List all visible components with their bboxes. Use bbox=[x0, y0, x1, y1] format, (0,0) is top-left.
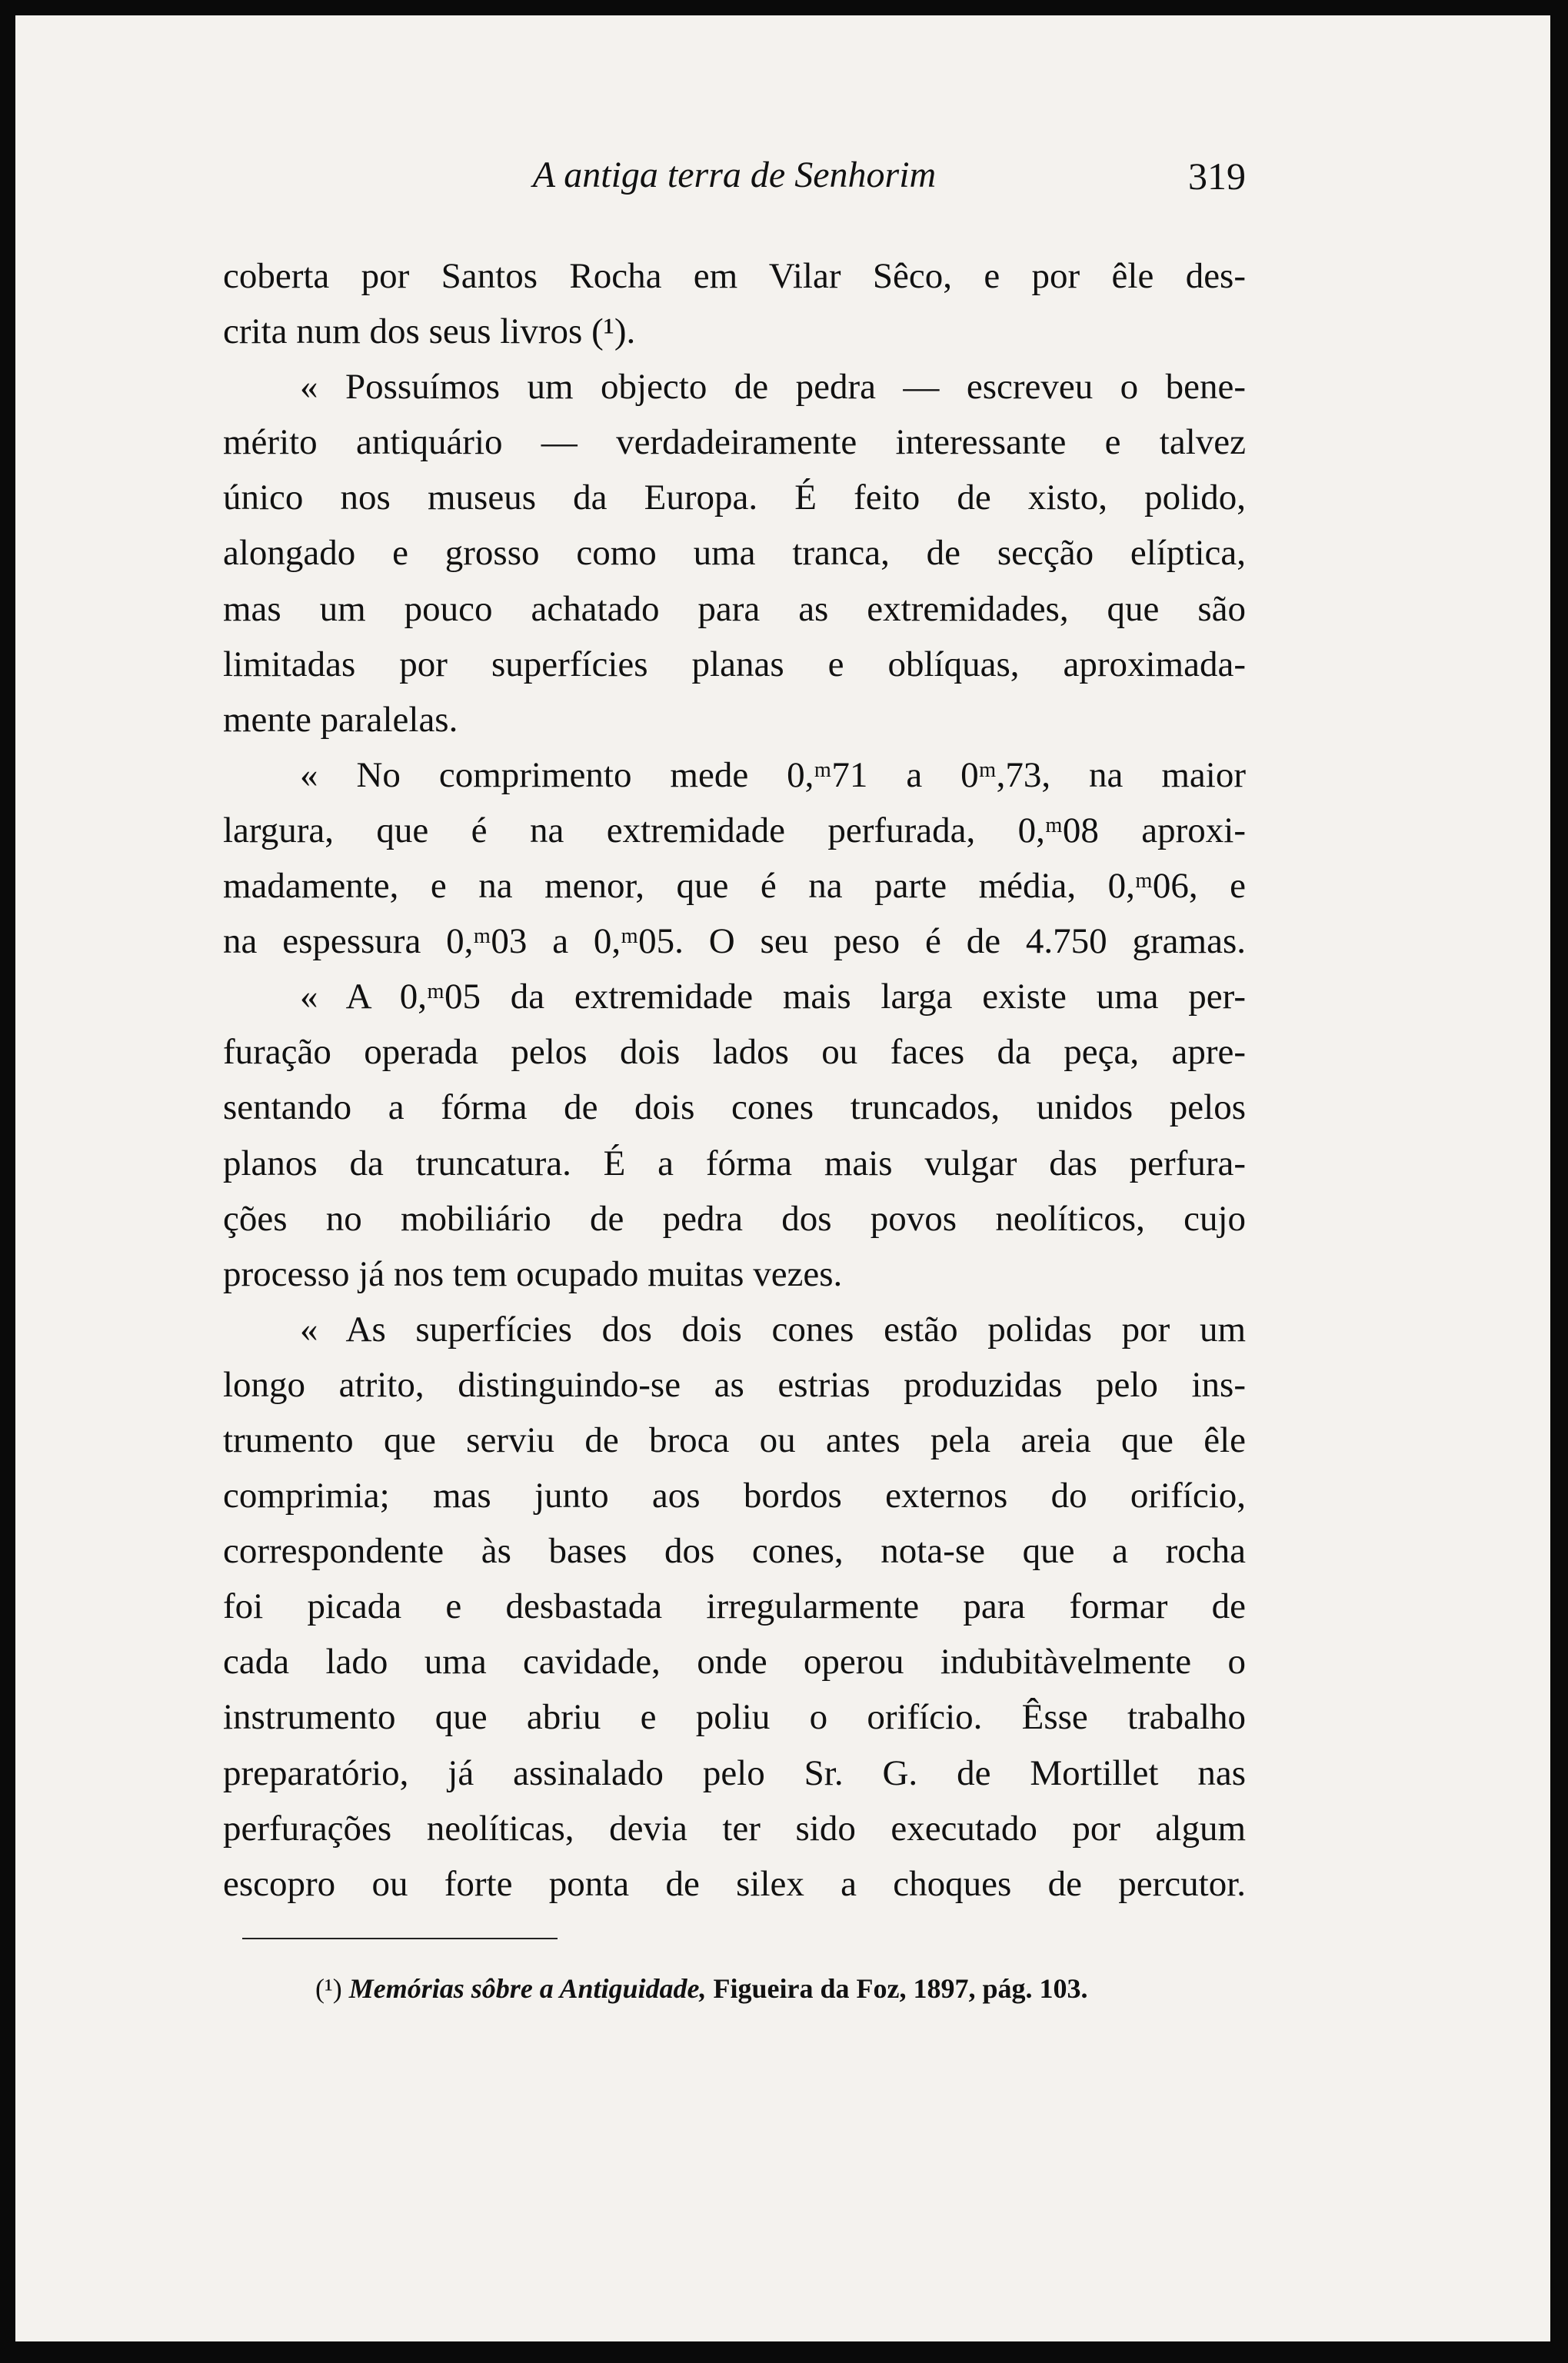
text-line: correspondente às bases dos cones, nota-se que a rocha bbox=[223, 1531, 1246, 1572]
footnote-marker: (¹) bbox=[315, 1973, 342, 2004]
footnote-title: Memórias sôbre a Antiguidade, bbox=[348, 1973, 707, 2004]
text-line: comprimia; mas junto aos bordos externos do orifício, bbox=[223, 1476, 1246, 1516]
footnote bbox=[315, 1972, 1087, 2005]
text-line: crita num dos seus livros (¹). bbox=[223, 311, 636, 352]
text-line: limitadas por superfícies planas e oblíquas, aproximada- bbox=[223, 644, 1246, 684]
text-line: « Possuímos um objecto de pedra — escreveu o bene- bbox=[300, 367, 1246, 408]
text-line: mente paralelas. bbox=[223, 699, 458, 740]
page-number: 319 bbox=[1188, 155, 1246, 198]
text-line: ções no mobiliário de pedra dos povos neolíticos, cujo bbox=[223, 1198, 1246, 1239]
text-line: único nos museus da Europa. É feito de xisto, polido, bbox=[223, 478, 1246, 518]
text-line: « A 0,ᵐ05 da extremidade mais larga existe uma per- bbox=[300, 977, 1246, 1017]
text-line: foi picada e desbastada irregularmente para formar de bbox=[223, 1586, 1246, 1627]
text-line: « As superfícies dos dois cones estão polidas por um bbox=[300, 1309, 1246, 1350]
text-line: « No comprimento mede 0,ᵐ71 a 0ᵐ,73, na maior bbox=[300, 754, 1246, 795]
text-line: largura, que é na extremidade perfurada, 0,ᵐ08 aproxi- bbox=[223, 810, 1246, 850]
text-line: mas um pouco achatado para as extremidades, que são bbox=[223, 588, 1246, 629]
text-line: preparatório, já assinalado pelo Sr. G. de Mortillet nas bbox=[223, 1752, 1246, 1793]
text-line: planos da truncatura. É a fórma mais vulgar das perfura- bbox=[223, 1143, 1246, 1183]
text-line: mérito antiquário — verdadeiramente interessante e talvez bbox=[223, 422, 1246, 463]
text-line: coberta por Santos Rocha em Vilar Sêco, e por êle des- bbox=[223, 256, 1246, 296]
text-line: instrumento que abriu e poliu o orifício. Êsse trabalho bbox=[223, 1697, 1246, 1738]
text-line: processo já nos tem ocupado muitas vezes. bbox=[223, 1253, 843, 1294]
body-text bbox=[223, 248, 1246, 1912]
text-line: longo atrito, distinguindo-se as estrias produzidas pelo ins- bbox=[223, 1364, 1246, 1405]
text-line: sentando a fórma de dois cones truncados, unidos pelos bbox=[223, 1087, 1246, 1128]
text-line: perfurações neolíticas, devia ter sido executado por algum bbox=[223, 1808, 1246, 1849]
book-page bbox=[15, 15, 1550, 2341]
footnote-citation: Figueira da Foz, 1897, pág. 103. bbox=[713, 1973, 1088, 2004]
text-line: madamente, e na menor, que é na parte média, 0,ᵐ06, e bbox=[223, 866, 1246, 907]
text-line: escopro ou forte ponta de silex a choques de percutor. bbox=[223, 1863, 1246, 1904]
text-line: trumento que serviu de broca ou antes pela areia que êle bbox=[223, 1419, 1246, 1460]
text-line: cada lado uma cavidade, onde operou indubitàvelmente o bbox=[223, 1642, 1246, 1682]
text-line: alongado e grosso como uma tranca, de secção elíptica, bbox=[223, 533, 1246, 574]
footnote-divider bbox=[242, 1938, 558, 1939]
running-head bbox=[223, 154, 1246, 215]
running-title: A antiga terra de Senhorim bbox=[532, 155, 937, 195]
text-line: na espessura 0,ᵐ03 a 0,ᵐ05. O seu peso é de 4.750 gramas. bbox=[223, 921, 1246, 962]
text-line: furação operada pelos dois lados ou faces da peça, apre- bbox=[223, 1032, 1246, 1073]
